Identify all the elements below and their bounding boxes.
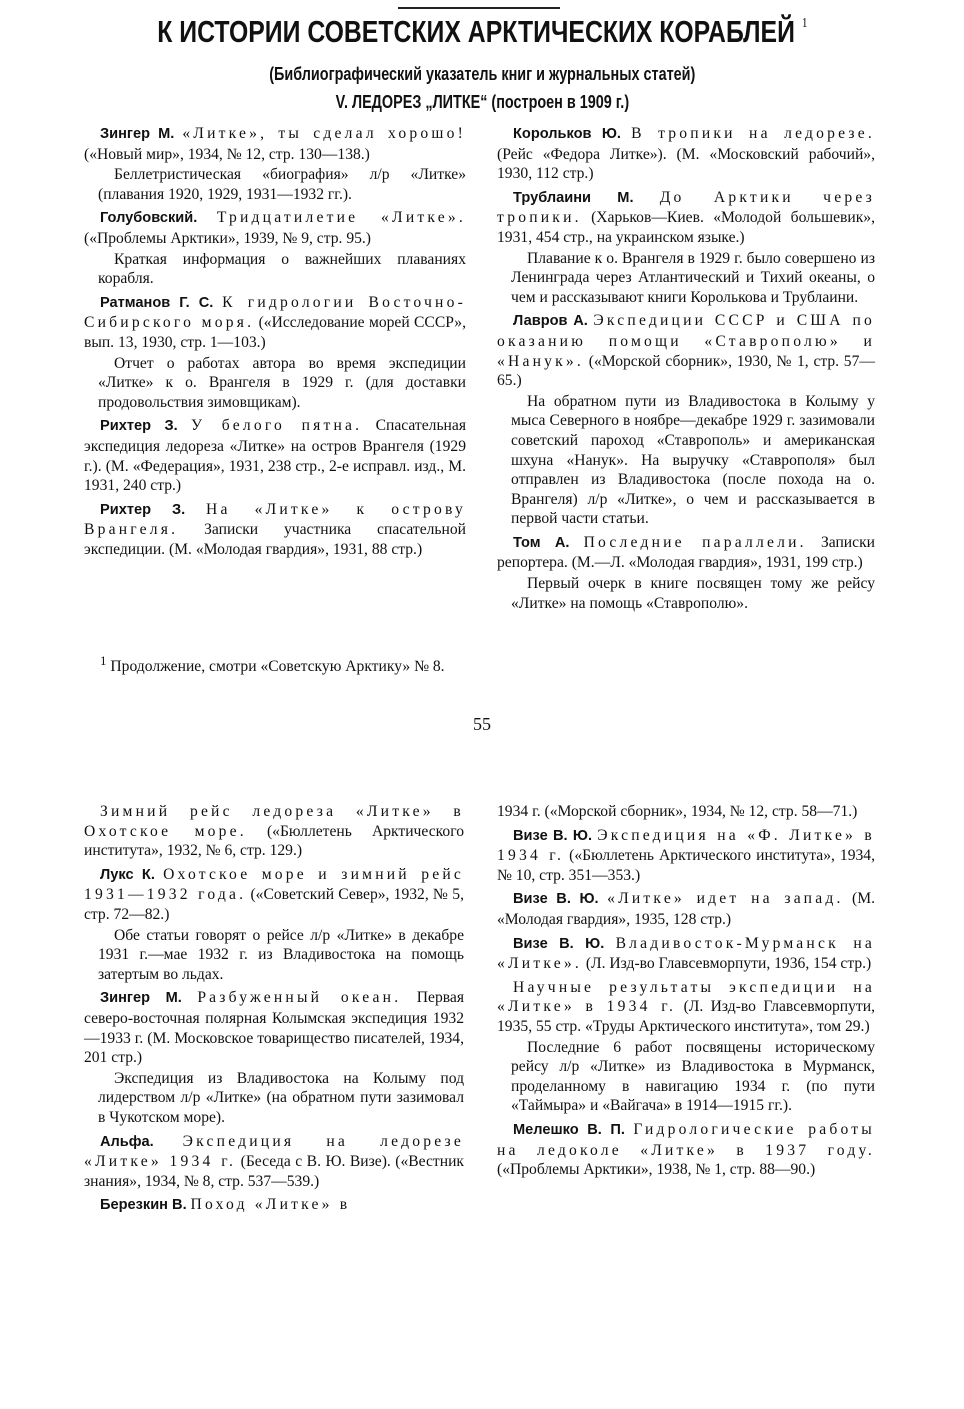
column-1 <box>84 124 466 559</box>
bibliography-entry <box>497 978 875 1037</box>
bibliography-entry <box>497 533 875 573</box>
subtitle <box>0 64 964 85</box>
entry-author: Лавров А. <box>513 313 588 330</box>
page-title <box>0 14 964 50</box>
entry-title: Последние параллели. <box>583 533 807 551</box>
entry-author: Визе В. Ю. <box>513 827 593 844</box>
entry-title: Экспедиции СССР и США по оказанию помощи «Ставрополю» и «Нанук». <box>497 312 875 370</box>
entry-annotation: Беллетристическая «биография» л/р «Литке» (плавания 1920, 1929, 1931—1932 гг.). <box>98 166 466 203</box>
entry-reference: (М. «Молодая гвардия», 1935, 128 стр.) <box>497 890 876 928</box>
entry-annotation: Экспедиция из Владивостока на Колыму под лидерством л/р «Литке» (на обратном пути зазимовал в Чукотском море). <box>98 1069 464 1126</box>
footnote-mark: 1 <box>801 16 808 31</box>
entry-reference: Записки участника спасательной экспедиции. (М. «Молодая гвардия», 1931, 88 стр.) <box>84 521 466 558</box>
entry-annotation: Обе статьи говорят о рейсе л/р «Литке» в декабре 1931 г.—мае 1932 г. из Владивостока на помощь затертым во льдах. <box>98 926 464 983</box>
section-text: V. ЛЕДОРЕЗ „ЛИТКЕ“ (построен в 1909 г.) <box>335 92 629 112</box>
section-heading <box>0 92 964 113</box>
entry-reference: (Рейс «Федора Литке»). (М. «Московский рабочий», 1930, 112 стр.) <box>497 145 875 183</box>
bibliography-entry <box>497 889 875 929</box>
entry-title: На «Литке» к острову Врангеля. <box>84 500 466 539</box>
entry-reference: Первая северо-восточная полярная Колымская экспедиция 1932—1933 г. (М. Московское товарищество писателей, 1934, 201 стр.) <box>84 989 464 1067</box>
entry-author: Альфа. <box>100 1133 154 1150</box>
entry-title: Научные результаты экспедиции на «Литке» в 1934 г. <box>497 978 875 1016</box>
entry-author: Том А. <box>513 534 570 551</box>
bibliography-entry <box>497 934 875 974</box>
entry-author: Корольков Ю. <box>513 126 621 142</box>
entry-reference: Спасательная экспедиция ледореза «Литке» на остров Врангеля (1929 г.). (М. «Федерация», 1931, 238 стр., 2-е исправл. изд., М. 1931, 240 стр.) <box>84 417 466 495</box>
footnote-number: 1 <box>100 653 107 668</box>
entry-reference: («Проблемы Арктики», 1938, № 1, стр. 88—90.) <box>497 1161 816 1179</box>
entry-author: Ратманов Г. С. <box>100 294 214 311</box>
footnote <box>84 650 464 677</box>
title-text: К ИСТОРИИ СОВЕТСКИХ АРКТИЧЕСКИХ КОРАБЛЕЙ <box>156 14 795 49</box>
bibliography-entry <box>497 802 875 822</box>
bibliography-entry <box>84 1132 464 1192</box>
entry-reference: (Л. Изд-во Главсевморпути, 1936, 154 стр.) <box>585 955 872 973</box>
footnote-text: Продолжение, смотри «Советскую Арктику» № 8. <box>110 658 445 676</box>
entry-title: Тридцатилетие «Литке». <box>216 209 466 227</box>
entry-author: Рихтер З. <box>100 418 178 435</box>
bibliography-entry <box>84 416 466 495</box>
entry-author: Визе В. Ю. <box>513 935 605 952</box>
entry-title: Разбуженный океан. <box>197 989 402 1007</box>
entry-author: Трублаини М. <box>513 189 634 206</box>
bibliography-entry <box>84 124 466 164</box>
entry-author: Мелешко В. П. <box>513 1121 625 1138</box>
bibliography-entry <box>497 1120 875 1180</box>
entry-author: Зингер М. <box>100 126 175 142</box>
column-2 <box>497 124 875 614</box>
entry-title: Экспедиция на «Ф. Литке» в 1934 г. <box>497 826 875 865</box>
bibliography-entry <box>497 311 875 390</box>
entry-title: Гидрологические работы на ледоколе «Литке» в 1937 году. <box>497 1120 875 1159</box>
entry-title: «Литке», ты сделал хорошо! <box>182 125 466 142</box>
entry-title: Поход «Литке» в <box>190 1196 351 1214</box>
entry-reference: 1934 г. («Морской сборник», 1934, № 12, стр. 58—71.) <box>497 803 858 820</box>
entry-reference: («Бюллетень Арктического института», 1934, № 10, стр. 351—353.) <box>497 847 875 884</box>
entry-reference: («Проблемы Арктики», 1939, № 9, стр. 95.) <box>84 229 371 247</box>
entry-reference: («Исследование морей СССР», вып. 13, 1930, стр. 1—103.) <box>84 314 466 351</box>
column-3 <box>84 802 464 1216</box>
entry-title: Экспедиция на ледорезе «Литке» 1934 г. <box>84 1132 464 1171</box>
entry-title: У белого пятна. <box>191 417 363 435</box>
entry-title: «Литке» идет на запад. <box>607 890 844 908</box>
entry-reference: (Харьков—Киев. «Молодой большевик», 1931, 454 стр., на украинском языке.) <box>497 209 875 246</box>
bibliography-entry <box>84 865 464 925</box>
entry-reference: (Беседа с В. Ю. Визе). («Вестник знания», 1934, № 8, стр. 537—539.) <box>84 1153 464 1190</box>
entry-reference: Записки репортера. (М.—Л. «Молодая гвардия», 1931, 199 стр.) <box>497 533 875 572</box>
entry-author: Визе В. Ю. <box>513 891 599 908</box>
entry-annotation: Последние 6 работ посвящены историческому рейсу л/р «Литке» из Владивостока в Мурманск, проделанному в навигацию 1934 г. (по пути «Таймыра» и «Вайгача» в 1914—1915 гг.). <box>511 1038 875 1115</box>
entry-annotation: Отчет о работах автора во время экспедиции «Литке» к о. Врангеля в 1929 г. (для доставки продовольствия зимовщикам). <box>98 354 466 411</box>
bibliography-entry <box>497 124 875 184</box>
entry-annotation: На обратном пути из Владивостока в Колыму у мыса Северного в ноябре—декабре 1929 г. зазимовали советский пароход «Ставрополь» и американская шхуна «Нанук». На выручку «Ставрополя» был отправлен из Владивостока (после похода на о. Врангеля) л/р «Литке», о чем и рассказывается в первой части статьи. <box>511 392 875 528</box>
entry-annotation: Плавание к о. Врангеля в 1929 г. было совершено из Ленинграда через Атлантический и Тихий океаны, о чем и рассказывают книги Королькова и Трублаини. <box>511 249 875 306</box>
entry-title: До Арктики через тропики. <box>497 188 875 227</box>
entry-title: Зимний рейс ледореза «Литке» в Охотское море. <box>84 803 464 840</box>
entry-title: В тропики на ледорезе. <box>631 125 876 142</box>
entry-title: Владивосток-Мурманск на «Литке». <box>497 934 876 973</box>
entry-title: К гидрологии Восточно-Сибирского моря. <box>84 293 466 332</box>
subtitle-text: (Библиографический указатель книг и журнальных статей) <box>268 64 696 84</box>
bibliography-entry <box>84 208 466 248</box>
entry-title: Охотское море и зимний рейс 1931—1932 года. <box>84 865 464 904</box>
entry-author: Зингер М. <box>100 990 182 1007</box>
bibliography-entry <box>84 802 464 861</box>
entry-author: Голубовский. <box>100 210 198 227</box>
entry-author: Березкин В. <box>100 1197 187 1214</box>
bibliography-entry <box>84 1195 464 1216</box>
entry-reference: («Бюллетень Арктического института», 1932, № 6, стр. 129.) <box>84 822 464 860</box>
page-number: 55 <box>473 714 491 734</box>
entry-annotation: Первый очерк в книге посвящен тому же рейсу «Литке» на помощь «Ставрополю». <box>511 575 875 612</box>
entry-reference: («Морской сборник», 1930, № 1, стр. 57—65.) <box>497 352 875 390</box>
bibliography-entry <box>497 188 875 248</box>
bibliography-entry <box>84 500 466 560</box>
entry-author: Лукс К. <box>100 866 155 883</box>
bibliography-entry <box>84 988 464 1067</box>
entry-reference: («Советский Север», 1932, № 5, стр. 72—82.) <box>84 886 464 923</box>
column-4 <box>497 802 875 1180</box>
entry-reference: (Л. Изд-во Главсевморпути, 1935, 55 стр. «Труды Арктического института», том 29.) <box>497 998 875 1035</box>
entry-reference: («Новый мир», 1934, № 12, стр. 130—138.) <box>84 145 370 163</box>
bibliography-entry <box>84 293 466 353</box>
entry-author: Рихтер З. <box>100 501 186 518</box>
bibliography-entry <box>497 826 875 886</box>
entry-annotation: Краткая информация о важнейших плаваниях корабля. <box>98 250 466 288</box>
top-rule <box>398 7 560 9</box>
